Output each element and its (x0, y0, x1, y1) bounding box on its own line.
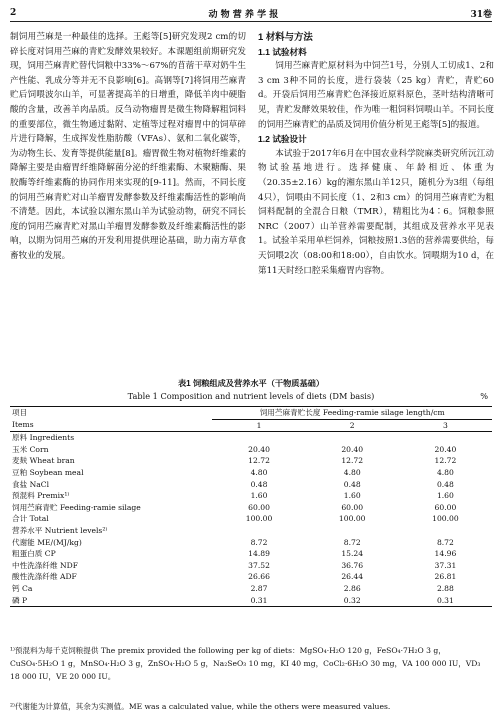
row-value: 20.40 (341, 444, 364, 454)
row-value: 8.72 (250, 537, 268, 547)
row-value (399, 432, 492, 444)
row-value: 26.81 (434, 572, 457, 582)
item-column-header: 项目 (12, 408, 28, 418)
running-header (10, 6, 492, 20)
row-value: 37.31 (434, 560, 457, 570)
table-row (10, 513, 492, 525)
col-head-2: 2 (349, 420, 355, 430)
row-value: 20.40 (248, 444, 270, 454)
row-value: 12.72 (434, 456, 457, 466)
table-row (10, 595, 492, 607)
row-value: 4.80 (436, 467, 454, 477)
row-value: 0.48 (436, 479, 454, 489)
row-value: 60.00 (341, 502, 364, 512)
row-value: 0.32 (343, 595, 361, 605)
row-label: 营养水平 Nutrient levels²⁾ (12, 525, 108, 535)
row-value: 0.31 (250, 595, 268, 605)
row-value: 12.72 (341, 456, 364, 466)
page-number: 2 (10, 8, 17, 18)
row-label: 原料 Ingredients (12, 433, 75, 443)
row-value: 60.00 (434, 502, 457, 512)
row-label: 麦麸 Wheat bran (12, 456, 75, 466)
row-value (306, 525, 399, 537)
row-value: 26.44 (341, 572, 364, 582)
row-value: 14.96 (434, 549, 457, 559)
design-paragraph: 本试验于2017年6月在中国农业科学院麻类研究所沅江动物试验基地进行。选择健康、年龄相近、体重为（20.35±2.16）kg的湘东黑山羊12只，随机分为3组（每组4只），饲喂由不同长度（1、2和3 cm）的饲用苎麻青贮为粗饲料配制的全混合日粮（TMR），精粗比为4∶6。饲粮参照NRC（2007）山羊营养需要配制，其组成及营养水平见表1。试验羊采用单栏饲养，饲粮按照1.3倍的营养需要供给，每天饲喂2次（08:00和18:00），自由饮水。饲喂期为10 d，在第11天时经口腔采集瘤胃内容物。 (258, 148, 494, 276)
row-value: 15.24 (341, 549, 364, 559)
volume-label: 31卷 (470, 9, 492, 20)
row-value: 8.72 (436, 537, 454, 547)
row-value: 0.48 (250, 479, 268, 489)
row-value: 26.66 (248, 572, 270, 582)
row-value: 60.00 (248, 502, 270, 512)
row-value: 2.87 (250, 583, 268, 593)
table-row (10, 444, 492, 456)
intro-paragraph: 制饲用苎麻是一种最佳的选择。王彪等[5]研究发现2 cm的切碎长度对饲用苎麻的青贮发酵效果较好。本课题组前期研究发现，饲用苎麻青贮替代饲粮中33%～67%的苜蓿干草对奶牛生产性能、乳成分等并无不良影响[6]。高钢等[7]将饲用苎麻青贮后饲喂波尔山羊，可显著提高羊的日增重，降低羊肉中硬脂酸的含量，改善羊肉品质。反刍动物瘤胃是微生物降解粗饲料的重要部位，微生物通过黏附、定植等过程对瘤胃中的饲草碎片进行降解，生成挥发性脂肪酸（VFAs）、氨和二氧化碳等，为动物生长、发育等提供能量[8]。瘤胃微生物对植物纤维素的降解主要是由瘤胃纤维降解菌分泌的纤维素酶、木聚糖酶、果胶酶等纤维素酶的协同作用来实现的[9-11]。然而，不同长度的饲用苎麻青贮对山羊瘤胃发酵参数及纤维素酶活性的影响尚不清楚。因此，本试验以湘东黑山羊为试验动物，研究不同长度的饲用苎麻青贮对黑山羊瘤胃发酵参数及纤维素酶活性的影响，以期为饲用苎麻的开发利用提供理论基础，助力南方草食畜牧业的发展。 (10, 32, 246, 261)
row-value: 36.76 (341, 560, 364, 570)
table-row (10, 525, 492, 537)
row-value: 1.60 (436, 491, 454, 501)
row-value: 8.72 (343, 537, 361, 547)
left-column (10, 30, 246, 264)
right-column (258, 30, 494, 278)
row-value: 100.00 (338, 514, 366, 524)
row-value: 1.60 (343, 491, 361, 501)
row-value: 0.31 (436, 595, 454, 605)
row-value: 20.40 (434, 444, 457, 454)
table-header-row (10, 407, 492, 420)
table-row (10, 479, 492, 491)
table-row (10, 571, 492, 583)
row-value (399, 525, 492, 537)
table-row (10, 548, 492, 560)
table-row (10, 455, 492, 467)
table-row (10, 467, 492, 479)
table-body (10, 432, 492, 607)
row-value: 37.52 (248, 560, 270, 570)
row-label: 豆粕 Soybean meal (12, 467, 84, 477)
row-value (212, 432, 305, 444)
table-row (10, 490, 492, 502)
row-value (212, 525, 305, 537)
table-caption-en: Table 1 Composition and nutrient levels of diets (DM basis) (127, 391, 375, 401)
table-row (10, 560, 492, 572)
row-label: 饲用苎麻青贮 Feeding-ramie silage (12, 502, 141, 512)
row-label: 食盐 NaCl (12, 479, 50, 489)
row-label: 玉米 Corn (12, 444, 49, 454)
row-value: 0.48 (343, 479, 361, 489)
table-row (10, 432, 492, 444)
row-value: 1.60 (250, 491, 268, 501)
table-caption-cn: 表1 饲粮组成及营养水平（干物质基础） (177, 379, 325, 388)
row-value: 4.80 (343, 467, 361, 477)
row-label: 酸性洗涤纤维 ADF (12, 572, 77, 582)
row-label: 中性洗涤纤维 NDF (12, 560, 78, 570)
col-head-1: 1 (256, 420, 262, 430)
row-value: 100.00 (432, 514, 459, 524)
journal-title: 动 物 营 养 学 报 (208, 9, 279, 20)
diet-composition-table (10, 406, 492, 607)
table-row (10, 537, 492, 549)
group-column-header: 饲用苎麻青贮长度 Feeding-ramie silage length/cm (212, 407, 492, 420)
row-value: 4.80 (250, 467, 268, 477)
table-subheader-row (10, 419, 492, 432)
row-label: 粗蛋白质 CP (12, 549, 56, 559)
header-rule (10, 21, 492, 22)
row-label: 钙 Ca (12, 583, 33, 593)
footnote-me: ²⁾代谢能为计算值，其余为实测值。ME was a calculated value, while the others were measured values. (10, 702, 391, 711)
table-unit: % (480, 391, 488, 401)
row-value: 12.72 (248, 456, 270, 466)
table-row (10, 502, 492, 514)
materials-paragraph: 饲用苎麻青贮原材料为中饲苎1号，分别人工切成1、2和3 cm 3种不同的长度，进行袋装（25 kg）青贮，青贮60 d。开袋后饲用苎麻青贮色泽接近原料原色，茎叶结构清晰可见，青贮发酵效果较佳，作为唯一粗饲料饲喂山羊。不同长度的饲用苎麻青贮的品质及饲用价值分析见王彪等[5]的报道。 (258, 61, 494, 130)
row-value: 2.86 (343, 583, 361, 593)
table-row (10, 583, 492, 595)
row-label: 代谢能 ME/(MJ/kg) (12, 537, 82, 547)
subsection-heading-design: 1.2 试验设计 (258, 134, 307, 145)
row-label: 合计 Total (12, 514, 49, 524)
subsection-heading-materials: 1.1 试验材料 (258, 46, 307, 57)
item-column-header-en: Items (12, 420, 34, 430)
row-value (306, 432, 399, 444)
row-value: 2.88 (436, 583, 454, 593)
footnote-premix: ¹⁾预混料为每千克饲粮提供 The premix provided the following per kg of diets：MgSO₄·H₂O 120 g，FeSO₄·7H₂O 3 g，CuSO₄·5H₂O 1 g，MnSO₄·H₂O 3 g，ZnSO₄·H₂O 5 g，Na₂SeO₃ 10 mg，KI 40 mg，CoCl₂·6H₂O 30 mg，VA 100 000 IU，VD₃ 18 000 IU，VE 20 000 IU。 (10, 646, 481, 681)
col-head-3: 3 (442, 420, 448, 430)
row-value: 14.89 (248, 549, 270, 559)
row-label: 预混料 Premix¹⁾ (12, 491, 70, 501)
section-heading: 1 材料与方法 (258, 31, 313, 42)
row-value: 100.00 (245, 514, 273, 524)
row-label: 磷 P (12, 595, 28, 605)
